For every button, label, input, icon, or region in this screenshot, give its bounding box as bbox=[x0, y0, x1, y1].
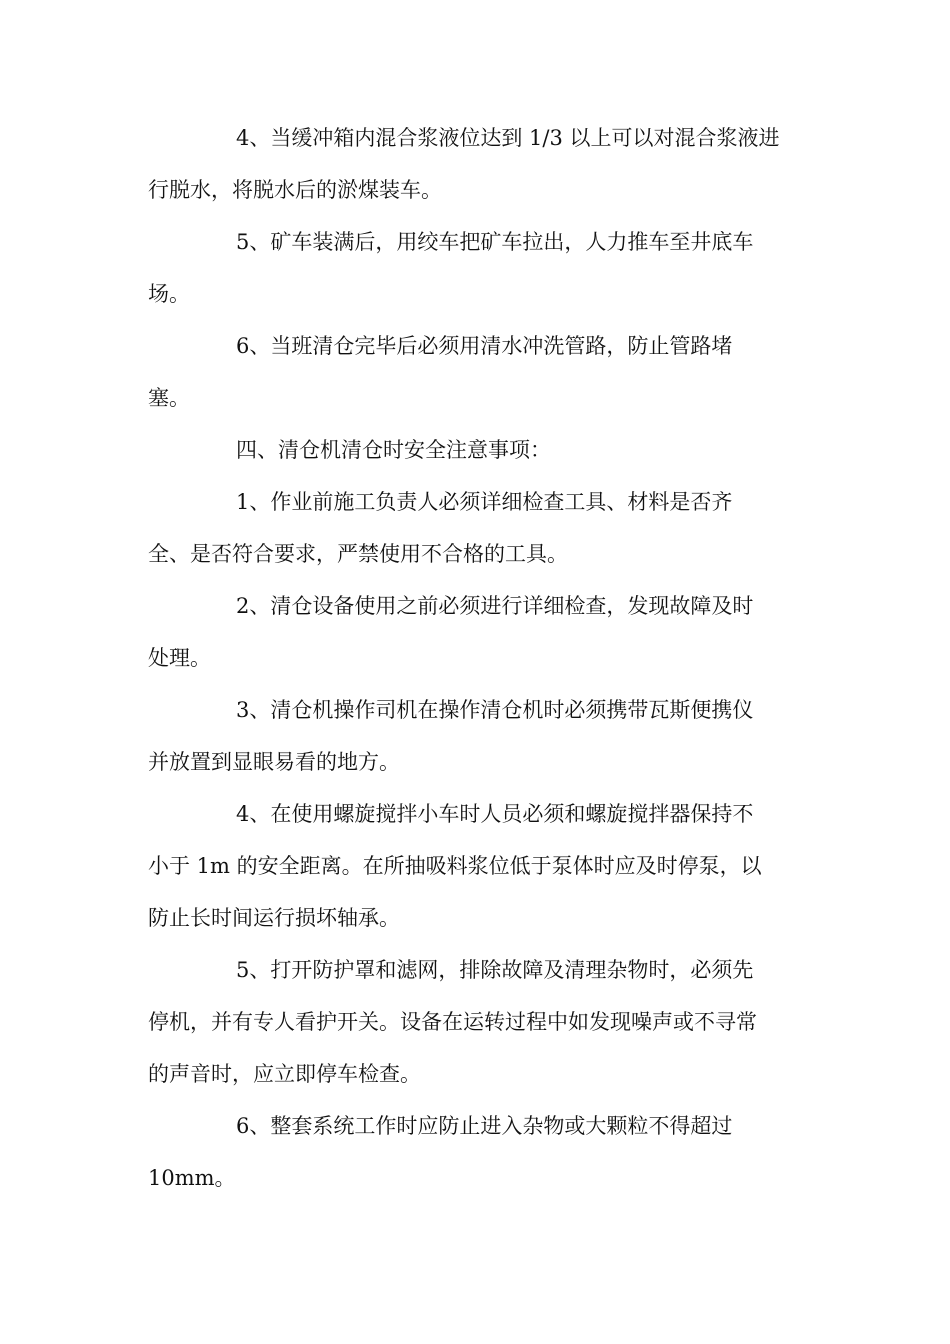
text-line: 场。 bbox=[148, 282, 190, 306]
text-line: 全、是否符合要求，严禁使用不合格的工具。 bbox=[148, 542, 568, 566]
text-line: 6、整套系统工作时应防止进入杂物或大颗粒不得超过 bbox=[236, 1114, 733, 1138]
text-line: 处理。 bbox=[148, 646, 211, 670]
paragraph-item-6-flush-pipeline bbox=[148, 320, 808, 424]
text-line: 并放置到显眼易看的地方。 bbox=[148, 750, 400, 774]
text-line: 1、作业前施工负责人必须详细检查工具、材料是否齐 bbox=[236, 490, 733, 514]
text-line: 4、当缓冲箱内混合浆液位达到 1/3 以上可以对混合浆液进 bbox=[236, 126, 780, 150]
text-line: 4、在使用螺旋搅拌小车时人员必须和螺旋搅拌器保持不 bbox=[236, 802, 754, 826]
paragraph-safety-1 bbox=[148, 476, 808, 580]
text-line: 5、矿车装满后，用绞车把矿车拉出，人力推车至井底车 bbox=[236, 230, 754, 254]
text-line: 停机，并有专人看护开关。设备在运转过程中如发现噪声或不寻常 bbox=[148, 1010, 757, 1034]
text-line: 的声音时，应立即停车检查。 bbox=[148, 1062, 421, 1086]
text-line: 防止长时间运行损坏轴承。 bbox=[148, 906, 400, 930]
paragraph-safety-3 bbox=[148, 684, 808, 788]
paragraph-safety-2 bbox=[148, 580, 808, 684]
text-line: 3、清仓机操作司机在操作清仓机时必须携带瓦斯便携仪 bbox=[236, 698, 754, 722]
text-line: 2、清仓设备使用之前必须进行详细检查，发现故障及时 bbox=[236, 594, 754, 618]
paragraph-safety-5 bbox=[148, 944, 808, 1100]
text-line: 10mm。 bbox=[148, 1166, 236, 1190]
document-body bbox=[148, 112, 808, 1204]
text-line: 行脱水，将脱水后的淤煤装车。 bbox=[148, 178, 442, 202]
text-line: 5、打开防护罩和滤网，排除故障及清理杂物时，必须先 bbox=[236, 958, 754, 982]
paragraph-safety-6 bbox=[148, 1100, 808, 1204]
paragraph-safety-4 bbox=[148, 788, 808, 944]
text-line: 塞。 bbox=[148, 386, 190, 410]
section-heading-safety-precautions bbox=[148, 424, 808, 476]
text-line: 6、当班清仓完毕后必须用清水冲洗管路，防止管路堵 bbox=[236, 334, 733, 358]
paragraph-item-4-slurry-buffer bbox=[148, 112, 808, 216]
section-heading: 四、清仓机清仓时安全注意事项： bbox=[236, 438, 551, 462]
text-line: 小于 1m 的安全距离。在所抽吸料浆位低于泵体时应及时停泵，以 bbox=[148, 854, 762, 878]
paragraph-item-5-mine-car bbox=[148, 216, 808, 320]
